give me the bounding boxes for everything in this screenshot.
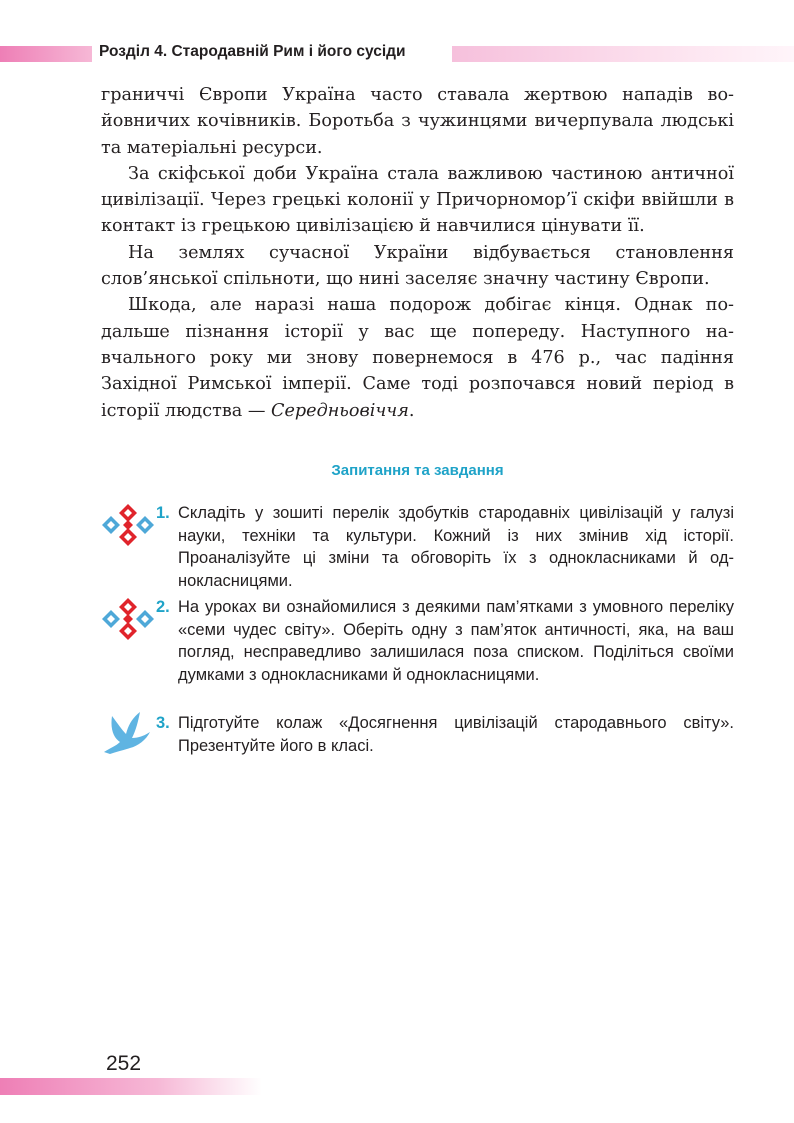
paragraph: За скіфської доби Україна стала важливою частиною античної цивілізації. Через грецькі колонії у Причорномор’ї скіфи ввійшли в контакт із грецькою цивілізацією й навчилися цінувати її. (101, 163, 734, 237)
dove-icon (100, 708, 154, 758)
paragraph: граниччі Європи Україна часто ставала жертвою нападів войовничих кочівників. Боротьба з чужинцями вичерпувала людські та матеріальні ресурси. (101, 85, 734, 158)
paragraph-end: . (408, 400, 415, 421)
task-number: 3. (156, 714, 170, 732)
task-text: Складіть у зошиті перелік здобутків стародавніх цивілізацій у галузі науки, техніки та культури. Кожний із них змінив хід історії. Проаналізуйте ці зміни та обговоріть їх з однокласниками й однокласницями. (178, 504, 734, 590)
italic-term: Середньовіччя (271, 400, 409, 421)
ornament-icon (100, 596, 156, 642)
ornament-icon (100, 502, 156, 548)
header-decor-bar (0, 46, 92, 62)
page-number: 252 (106, 1052, 142, 1075)
paragraph: На землях сучасної України відбувається становлення слов’янської спільноти, що нині заселяє значну частину Європи. (101, 242, 734, 290)
header-decor-bar-right (452, 46, 794, 62)
chapter-header: Розділ 4. Стародавній Рим і його сусіди (99, 43, 406, 60)
paragraph (101, 292, 734, 423)
paragraph-text: Шкода, але наразі наша подорож добігає кінця. Однак подальше пізнання історії у вас ще попереду. Наступного навчального року ми знову повернемося в 476 р., час падіння Західної Римської імперії. Саме тоді розпочався новий період в історії людства — (101, 295, 734, 421)
main-text (101, 82, 734, 424)
task-text: Підготуйте колаж «Досягнення цивілізацій стародавнього світу». Презентуйте його в класі. (178, 714, 734, 755)
task-number: 2. (156, 598, 170, 616)
task-number: 1. (156, 504, 170, 522)
footer-decor-bar (0, 1078, 262, 1095)
questions-title: Запитання та завдання (331, 462, 504, 479)
task-text: На уроках ви ознайомилися з деякими пам’ятками з умовного переліку «семи чудес світу». Оберіть одну з пам’яток античності, яка, на ваш погляд, несправедливо залишилася поза списком. Поділіться своїми думками з однокласниками й однокласницями. (178, 598, 734, 684)
